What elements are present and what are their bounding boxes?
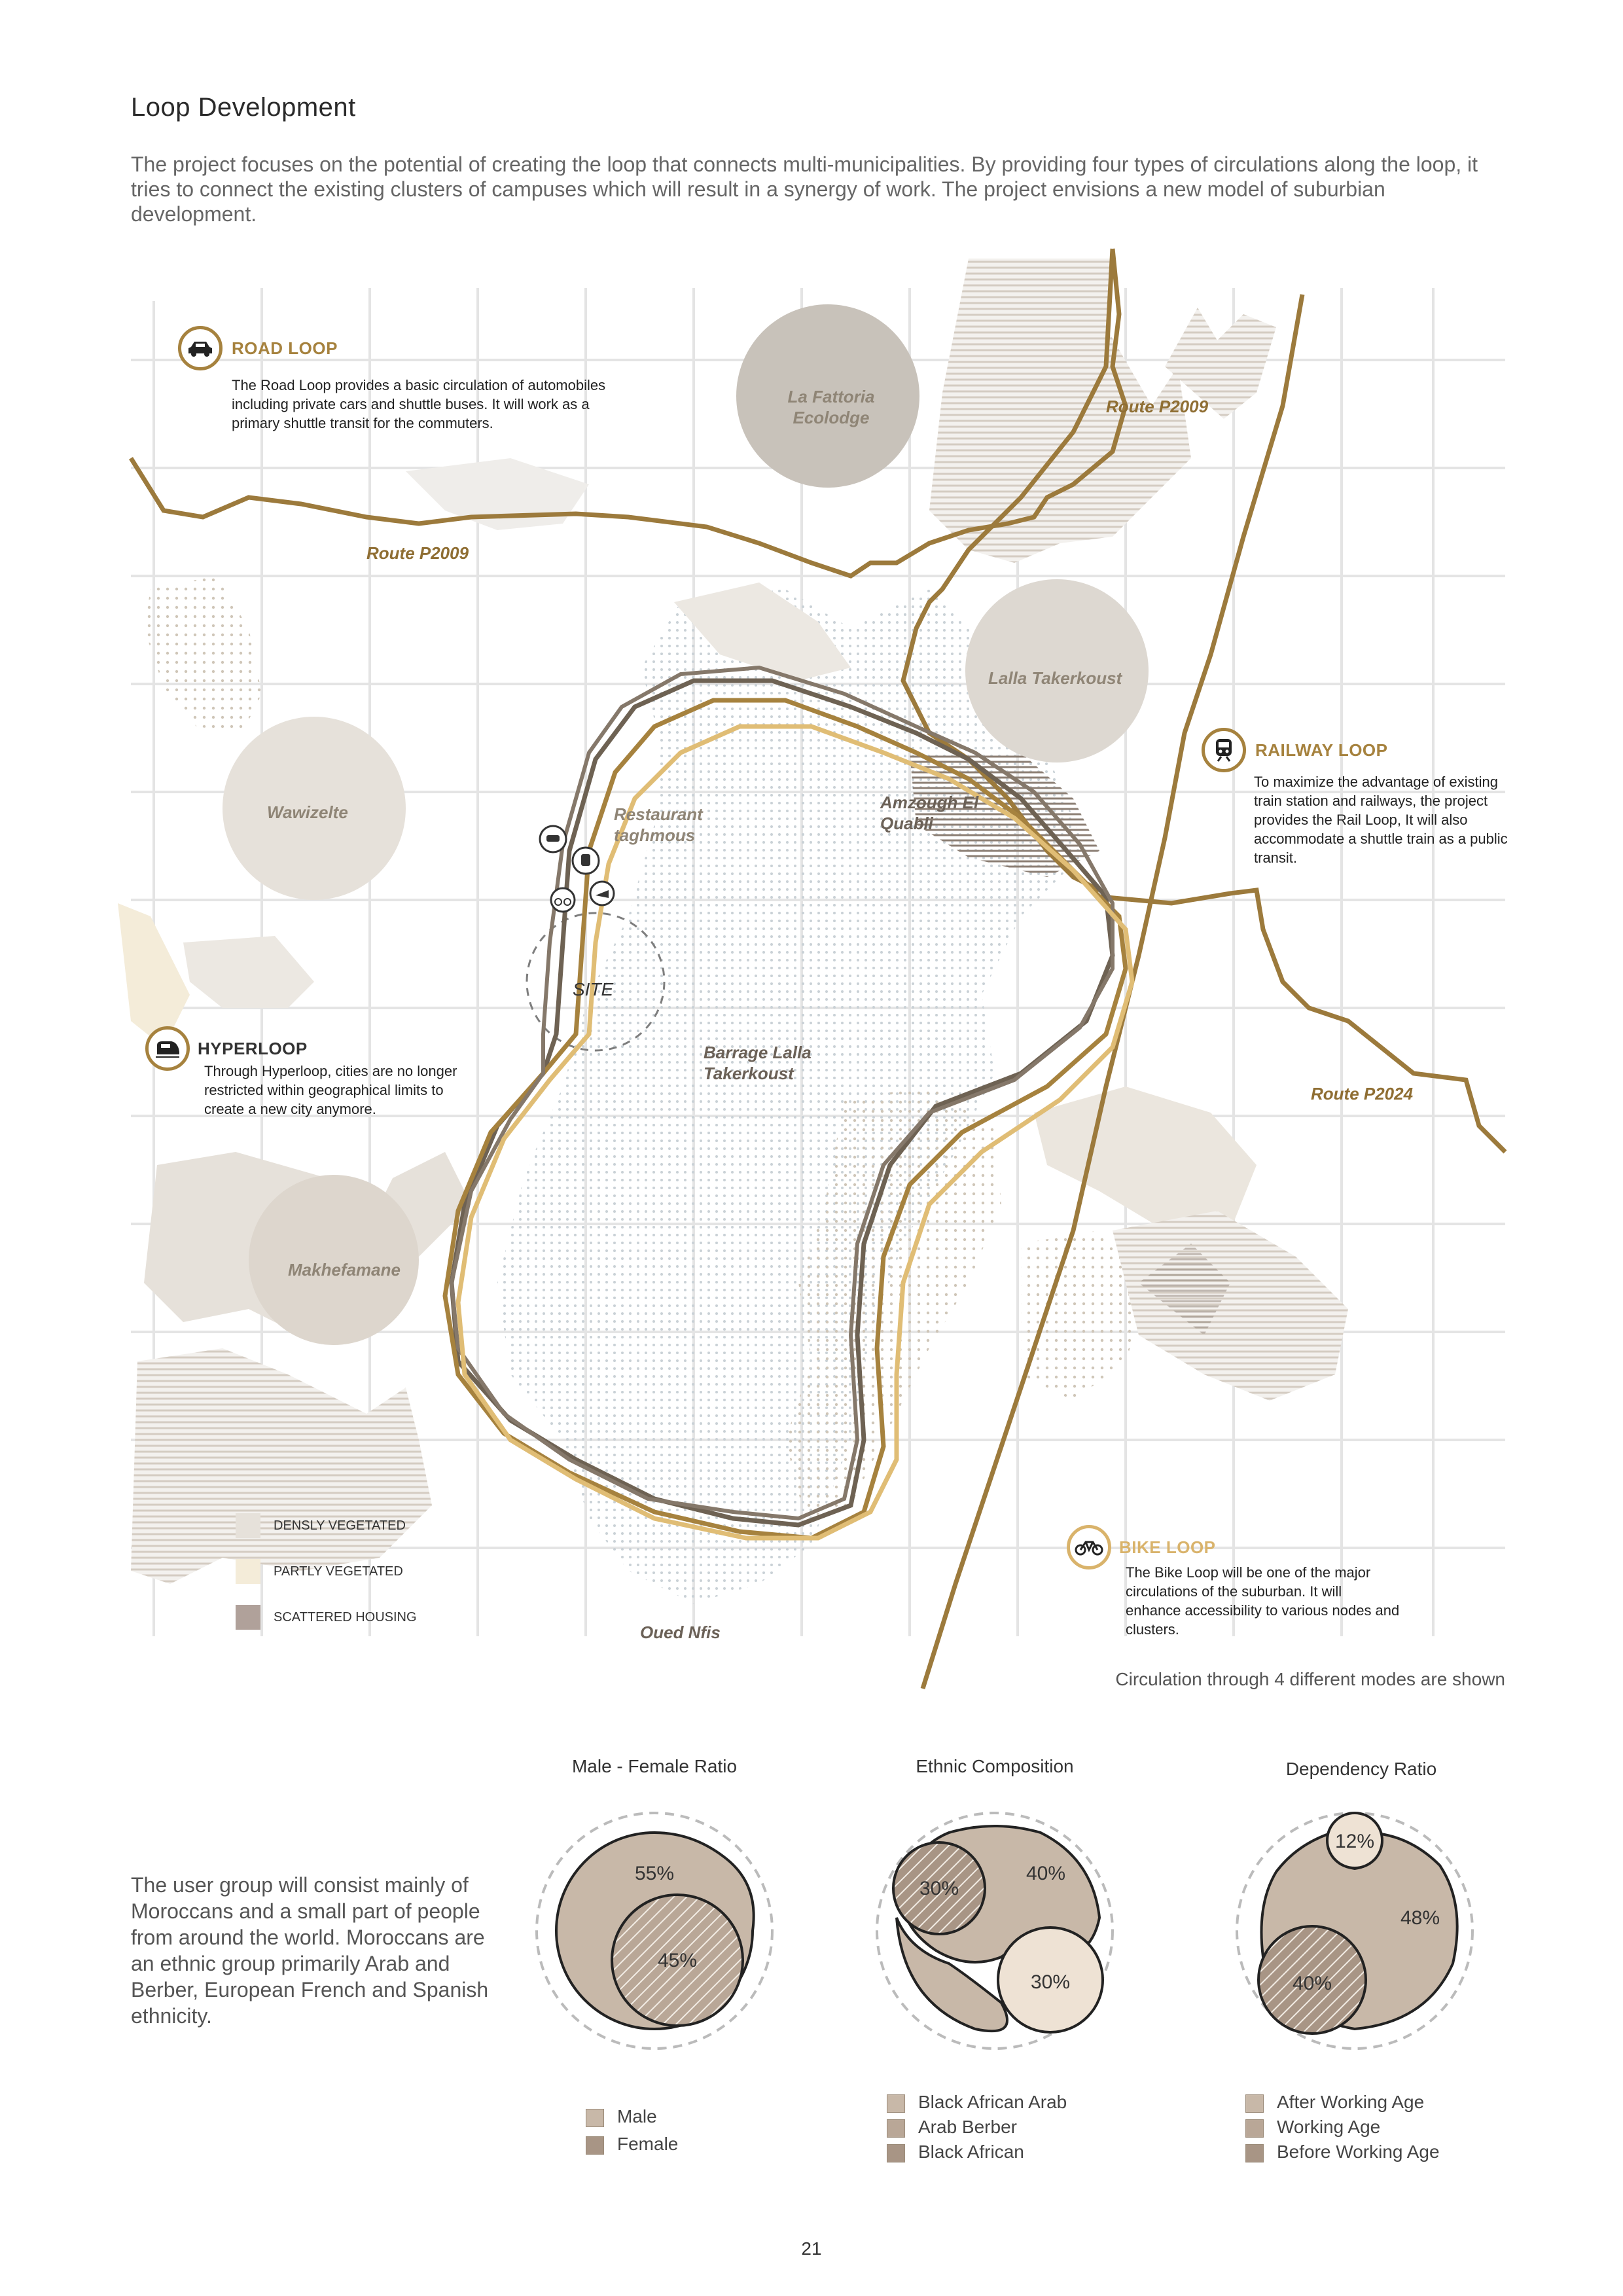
gender-legend <box>586 2106 678 2155</box>
gender-pct-female: 45% <box>657 1950 698 1971</box>
gender-chart <box>530 1806 779 2055</box>
train-icon <box>1202 728 1246 772</box>
legend-swatch <box>1245 2119 1264 2138</box>
dependency-pct-12: 12% <box>1334 1831 1375 1852</box>
legend-label: Before Working Age <box>1277 2142 1440 2162</box>
place-site: SITE <box>573 979 614 999</box>
bike-icon <box>1067 1525 1111 1570</box>
legend-item-black-african <box>887 2142 1067 2162</box>
page-number: 21 <box>801 2238 822 2259</box>
legend-swatch <box>236 1559 260 1584</box>
map-legend <box>236 1513 417 1630</box>
chart-title-ethnic: Ethnic Composition <box>916 1756 1074 1776</box>
place-amzough: Amzough El Quabli <box>880 793 979 833</box>
dependency-pct-48: 48% <box>1400 1907 1440 1929</box>
legend-swatch <box>1245 2144 1264 2162</box>
legend-label: Arab Berber <box>918 2117 1017 2137</box>
legend-label: Black African Arab <box>918 2092 1067 2112</box>
legend-swatch <box>586 2109 604 2127</box>
route-label-p2009-top: Route P2009 <box>1106 397 1209 416</box>
ethnic-pct-2: 40% <box>1026 1863 1066 1884</box>
railway-loop-callout <box>1202 728 1516 867</box>
user-group-text: The user group will consist mainly of Moroccans and a small part of people from around the world. Moroccans are an ethnic group primarily Arab and Berber, European French and Spanish ethnicity. <box>131 1873 489 2028</box>
legend-swatch <box>887 2119 905 2138</box>
legend-label: Female <box>617 2134 679 2154</box>
place-la-fattoria: La Fattoria Ecolodge <box>787 387 875 427</box>
legend-label: Black African <box>918 2142 1024 2162</box>
bike-loop-title: BIKE LOOP <box>1119 1537 1216 1557</box>
legend-item-after-working-age <box>1245 2092 1440 2113</box>
terrain <box>118 259 1348 1604</box>
legend-swatch <box>236 1605 260 1630</box>
legend-label: Working Age <box>1277 2117 1381 2137</box>
legend-label: PARTLY VEGETATED <box>274 1564 403 1579</box>
legend-label: SCATTERED HOUSING <box>274 1609 417 1624</box>
place-restaurant: Restaurant taghmous <box>614 804 703 845</box>
car-icon <box>178 326 223 370</box>
ethnic-pct-3: 30% <box>1030 1971 1071 1993</box>
legend-label: Male <box>617 2106 657 2126</box>
hyperloop-icon <box>145 1026 190 1071</box>
ethnic-chart <box>870 1806 1119 2055</box>
dependency-chart <box>1230 1806 1479 2055</box>
place-makhefamane: Makhefamane <box>288 1260 401 1280</box>
railway-loop-description: To maximize the advantage of existing train station and railways, the project provides the Rail Loop, It will also accommodate a shuttle train as a public transit. <box>1254 774 1508 866</box>
legend-label: After Working Age <box>1277 2092 1425 2112</box>
dependency-legend <box>1245 2092 1440 2162</box>
page-title: Loop Development <box>131 93 356 122</box>
place-barrage: Barrage Lalla Takerkoust <box>704 1043 812 1083</box>
hyperloop-title: HYPERLOOP <box>198 1038 308 1058</box>
road-loop-callout <box>178 326 623 433</box>
dependency-pct-40: 40% <box>1292 1973 1332 1994</box>
legend-item-partly-vegetated <box>236 1559 417 1584</box>
legend-swatch <box>1245 2094 1264 2113</box>
bike-loop-callout <box>1067 1525 1407 1639</box>
legend-item-arab-berber <box>887 2117 1067 2138</box>
railway-loop-title: RAILWAY LOOP <box>1255 740 1388 760</box>
legend-swatch <box>586 2136 604 2155</box>
ethnic-legend <box>887 2092 1067 2162</box>
hyperloop-callout <box>145 1026 486 1119</box>
chart-title-dependency: Dependency Ratio <box>1285 1759 1437 1779</box>
ethnic-pct-1: 30% <box>919 1878 959 1899</box>
bike-loop-description: The Bike Loop will be one of the major circulations of the suburban. It will enhance accessibility to various nodes and clusters. <box>1126 1564 1400 1638</box>
place-wawizelte: Wawizelte <box>267 802 348 822</box>
legend-label: DENSLY VEGETATED <box>274 1518 406 1533</box>
intro-paragraph: The project focuses on the potential of creating the loop that connects multi-municipalities. By providing four types of circulations along the loop, it tries to connect the existing clusters of campuses which will result in a synergy of work. The project envisions a new model of suburbian development. <box>131 152 1478 226</box>
route-label-p2009-left: Route P2009 <box>366 543 469 563</box>
map-caption: Circulation through 4 different modes are shown <box>1115 1669 1505 1689</box>
place-lalla-takerkoust: Lalla Takerkoust <box>988 668 1122 688</box>
legend-swatch <box>887 2144 905 2162</box>
road-loop-description: The Road Loop provides a basic circulation of automobiles including private cars and shuttle buses. It will work as a primary shuttle transit for the commuters. <box>232 377 606 431</box>
gender-pct-male: 55% <box>634 1863 675 1884</box>
legend-item-densly-vegetated <box>236 1513 417 1538</box>
legend-item-black-african-arab <box>887 2092 1067 2113</box>
legend-item-before-working-age <box>1245 2142 1440 2162</box>
hyperloop-description: Through Hyperloop, cities are no longer restricted within geographical limits to create a new city anymore. <box>204 1063 457 1117</box>
legend-swatch <box>236 1513 260 1538</box>
chart-title-gender: Male - Female Ratio <box>571 1756 738 1776</box>
route-label-p2024: Route P2024 <box>1311 1084 1414 1103</box>
legend-item-female <box>586 2134 678 2155</box>
legend-item-male <box>586 2106 678 2127</box>
legend-item-working-age <box>1245 2117 1440 2138</box>
road-loop-title: ROAD LOOP <box>232 338 338 358</box>
legend-item-scattered-housing <box>236 1605 417 1630</box>
place-oued-nfis: Oued Nfis <box>640 1623 721 1642</box>
legend-swatch <box>887 2094 905 2113</box>
